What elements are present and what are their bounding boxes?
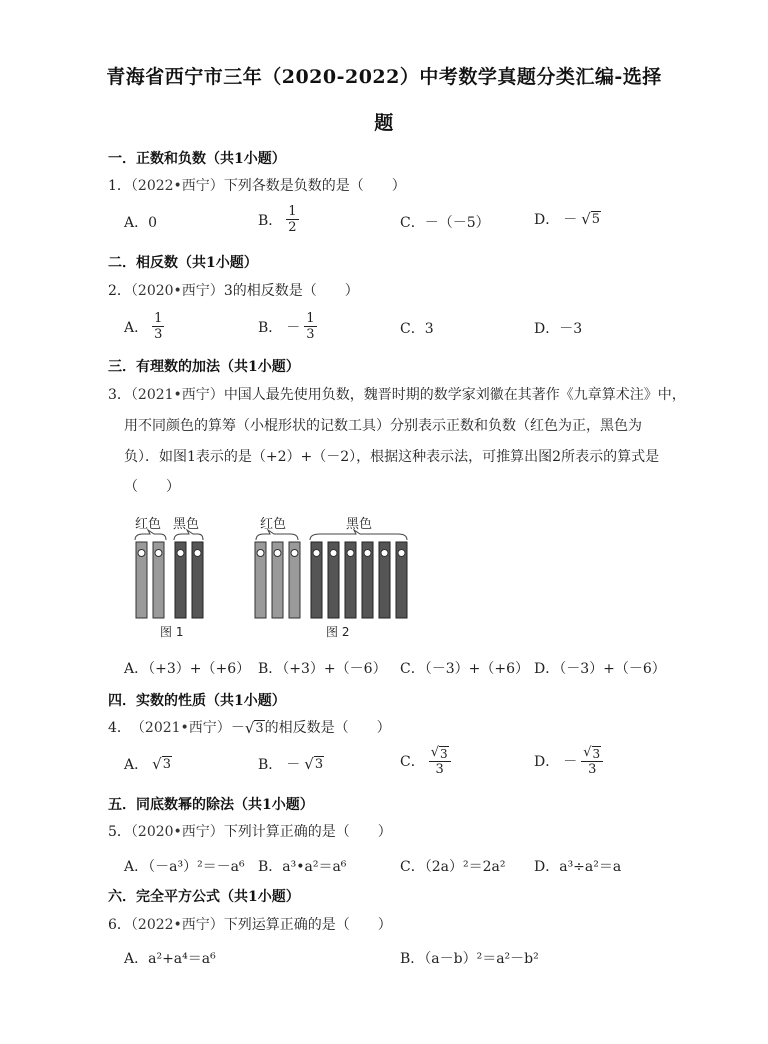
question-3-line1 [108, 380, 686, 410]
question-3-line4: （ ） [124, 479, 180, 495]
question-2 [108, 276, 359, 306]
question-number: 2． [108, 283, 131, 299]
fig1-caption: 图 1 [160, 625, 184, 639]
question-number: 4． [108, 720, 131, 736]
question-text: 的相反数是（ ） [264, 720, 391, 736]
option-2a [124, 311, 164, 342]
doc-title-line1: 青海省西宁市三年（2020-2022）中考数学真题分类汇编-选择 [106, 66, 662, 88]
option-3b: B．（+3）+（－6） [258, 661, 387, 677]
rod-dot [194, 550, 201, 557]
option-3c: C．（－3）+（+6） [400, 661, 529, 677]
question-3-line3: 负）．如图1表示的是（+2）+（－2），根据这种表示法，可推算出图2所表示的算式是 [124, 449, 660, 465]
section-heading-2: 二．相反数（共1小题） [108, 255, 258, 271]
option-label: B． [258, 757, 283, 773]
option-4a [124, 754, 172, 774]
option-1c: C．－（－5） [400, 215, 490, 231]
option-label: B． [258, 212, 283, 229]
option-label: D． [534, 212, 560, 228]
question-text: 3的相反数是（ ） [223, 283, 359, 299]
option-label: A． [124, 319, 149, 336]
fig2-caption: 图 2 [326, 625, 350, 639]
question-number: 3． [108, 387, 131, 403]
option-label: C． [400, 754, 425, 770]
fig1-black-label: 黑色 [173, 517, 200, 532]
question-source: （2021•西宁） [130, 387, 224, 403]
rod-dot [138, 550, 145, 557]
option-1b [258, 204, 299, 235]
option-5a: A．（－a³）²＝－a⁶ [124, 859, 245, 875]
question-number: 6． [108, 917, 131, 933]
question-6 [108, 910, 392, 940]
fig2-rods [255, 542, 407, 618]
option-label: D． [534, 754, 560, 770]
section-heading-3: 三．有理数的加法（共1小题） [108, 359, 300, 375]
rod-dot [177, 550, 184, 557]
option-4b: B． － √ 3 [258, 755, 324, 773]
fraction: √ 3 3 [429, 745, 451, 777]
radical: √ 3 [304, 755, 324, 773]
fig1-rods [136, 542, 203, 618]
question-4: 4． （2021•西宁） － √ 3 的相反数是（ ） [108, 713, 391, 743]
option-5c: C．（2a）²＝2a² [400, 859, 506, 875]
option-3d: D．（－3）+（－6） [534, 661, 666, 677]
counting-rods-figure [120, 512, 420, 644]
option-2d: D．－3 [534, 321, 583, 337]
option-6b: B．（a－b）²＝a²－b² [400, 951, 539, 967]
rod-dot [155, 550, 162, 557]
fraction: $\frac{1}{3}$ [154, 311, 163, 342]
option-label: B． [258, 319, 283, 336]
question-source: （2020•西宁） [130, 824, 224, 840]
fig1-red-label: 红色 [135, 517, 162, 532]
fig2-black-label: 黑色 [346, 517, 373, 532]
fraction: √ 3 3 [581, 745, 603, 777]
option-6a: A．a²+a⁴＝a⁶ [124, 951, 216, 967]
option-1d: D． － √ 5 [534, 210, 601, 228]
question-text: 下列各数是负数的是（ ） [223, 178, 406, 194]
option-4d: D． － √ 3 3 [534, 745, 603, 777]
radical: √ 3 [152, 755, 171, 773]
fraction: $\frac{1}{3}$ [306, 311, 315, 342]
question-text: 下列计算正确的是（ ） [223, 824, 392, 840]
question-source: （2022•西宁） [130, 178, 224, 194]
fig2-red-label: 红色 [260, 517, 287, 532]
question-text: 中国人最先使用负数，魏晋时期的数学家刘徽在其著作《九章算术注》中， [223, 387, 686, 403]
option-1a: A．0 [124, 215, 158, 231]
option-5b: B．a³•a²＝a⁶ [258, 859, 347, 875]
question-source: （2021•西宁） [130, 720, 231, 736]
question-5 [108, 817, 392, 847]
option-5d: D．a³÷a²＝a [534, 859, 622, 875]
question-source: （2020•西宁） [130, 283, 224, 299]
fraction: $\frac{1}{2}$ [288, 204, 297, 235]
option-3a: A．（+3）+（+6） [124, 661, 251, 677]
doc-title-line2: 题 [374, 112, 394, 134]
question-1 [108, 171, 406, 201]
question-number: 5． [108, 824, 131, 840]
question-number: 1． [108, 178, 131, 194]
question-3-line2: 用不同颜色的算筹（小棍形状的记数工具）分别表示正数和负数（红色为正，黑色为 [124, 418, 642, 434]
section-heading-4: 四．实数的性质（共1小题） [108, 693, 286, 709]
option-2c: C．3 [400, 321, 434, 337]
question-text: 下列运算正确的是（ ） [223, 917, 392, 933]
section-heading-5: 五．同底数幂的除法（共1小题） [108, 797, 314, 813]
question-source: （2022•西宁） [130, 917, 224, 933]
option-2b: B． － $\frac{1}{3}$ [258, 311, 315, 342]
section-heading-6: 六．完全平方公式（共1小题） [108, 889, 300, 905]
section-heading-1: 一．正数和负数（共1小题） [108, 151, 286, 167]
radical: √ 3 [244, 719, 264, 737]
radical: √ 5 [581, 210, 601, 228]
option-label: A． [124, 757, 149, 773]
option-4c [400, 745, 451, 777]
